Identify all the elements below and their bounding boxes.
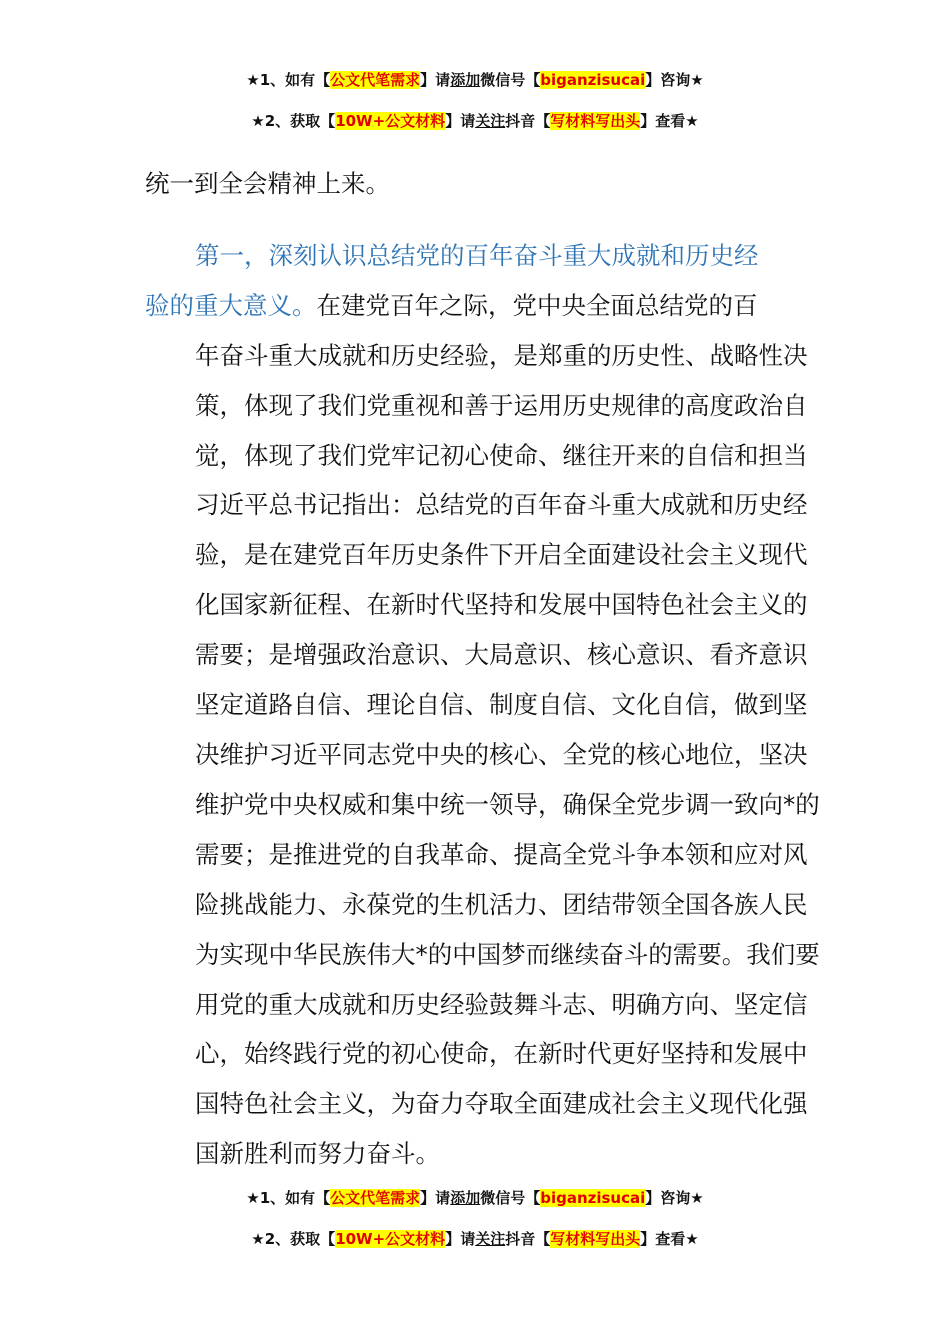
promo-text: ★1、如有【 <box>246 71 331 89</box>
promo-text: 】咨询★ <box>645 1189 704 1207</box>
section-paragraph <box>145 231 820 1179</box>
promo-banner-bottom-1 <box>0 1187 950 1209</box>
text-line: 统一到全会精神上来。 <box>145 169 390 198</box>
promo-text: 】查看★ <box>640 112 699 130</box>
promo-douyin-account: 写材料写出头 <box>550 112 641 130</box>
promo-underline: 关注 <box>475 112 506 130</box>
promo-underline: 添加 <box>450 71 481 89</box>
promo-banner-bottom-2 <box>0 1228 950 1250</box>
text-line: 化国家新征程、在新时代坚持和发展中国特色社会主义的 <box>195 590 808 620</box>
promo-highlight: 公文代笔需求 <box>330 1189 421 1207</box>
text-line: 需要；是推进党的自我革命、提高全党斗争本领和应对风 <box>195 839 808 869</box>
text-line: 险挑战能力、永葆党的生机活力、团结带领全国各族人民 <box>195 889 808 919</box>
promo-underline: 添加 <box>450 1189 481 1207</box>
text-line: 在建党百年之际，党中央全面总结党的百 <box>316 290 758 320</box>
promo-highlight: 10W+公文材料 <box>335 112 446 130</box>
promo-wechat-id: biganzisucai <box>540 71 646 89</box>
promo-text: 抖音【 <box>505 1230 551 1248</box>
promo-text: ★2、获取【 <box>251 1230 336 1248</box>
text-line: 坚定道路自信、理论自信、制度自信、文化自信，做到坚 <box>195 690 808 720</box>
text-line: 心，始终践行党的初心使命，在新时代更好坚持和发展中 <box>195 1039 808 1069</box>
promo-text: 】请 <box>420 71 451 89</box>
promo-highlight: 公文代笔需求 <box>330 71 421 89</box>
text-line: 年奋斗重大成就和历史经验，是郑重的历史性、战略性决 <box>195 340 808 370</box>
text-line: 觉，体现了我们党牢记初心使命、继往开来的自信和担当 <box>195 440 808 470</box>
text-line: 维护党中央权威和集中统一领导，确保全党步调一致向*的 <box>195 789 820 819</box>
promo-text: ★1、如有【 <box>246 1189 331 1207</box>
promo-text: 】咨询★ <box>645 71 704 89</box>
promo-douyin-account: 写材料写出头 <box>550 1230 641 1248</box>
promo-underline: 关注 <box>475 1230 506 1248</box>
text-line: 习近平总书记指出：总结党的百年奋斗重大成就和历史经 <box>195 490 808 520</box>
text-line: 用党的重大成就和历史经验鼓舞斗志、明确方向、坚定信 <box>195 989 808 1019</box>
text-line: 为实现中华民族伟大*的中国梦而继续奋斗的需要。我们要 <box>195 939 820 969</box>
promo-text: 】请 <box>420 1189 451 1207</box>
promo-banner-top-1 <box>0 69 950 91</box>
text-line: 国新胜利而努力奋斗。 <box>195 1139 440 1169</box>
section-heading-end: 验的重大意义。 <box>145 290 317 320</box>
promo-text: 抖音【 <box>505 112 551 130</box>
promo-highlight: 10W+公文材料 <box>335 1230 446 1248</box>
text-line: 验，是在建党百年历史条件下开启全面建设社会主义现代 <box>195 540 808 570</box>
text-line: 策，体现了我们党重视和善于运用历史规律的高度政治自 <box>195 390 808 420</box>
text-line: 决维护习近平同志党中央的核心、全党的核心地位，坚决 <box>195 739 808 769</box>
promo-text: 】请 <box>445 1230 476 1248</box>
promo-text: 】请 <box>445 112 476 130</box>
promo-wechat-id: biganzisucai <box>540 1189 646 1207</box>
text-line: 需要；是增强政治意识、大局意识、核心意识、看齐意识 <box>195 640 808 670</box>
promo-text: 微信号【 <box>480 71 541 89</box>
promo-text: 微信号【 <box>480 1189 541 1207</box>
text-line: 国特色社会主义，为奋力夺取全面建成社会主义现代化强 <box>195 1089 808 1119</box>
continuation-paragraph <box>145 159 809 209</box>
section-heading: 第一，深刻认识总结党的百年奋斗重大成就和历史经 <box>195 240 759 270</box>
promo-text: 】查看★ <box>640 1230 699 1248</box>
promo-text: ★2、获取【 <box>251 112 336 130</box>
promo-banner-top-2 <box>0 110 950 132</box>
document-body <box>145 159 820 1179</box>
